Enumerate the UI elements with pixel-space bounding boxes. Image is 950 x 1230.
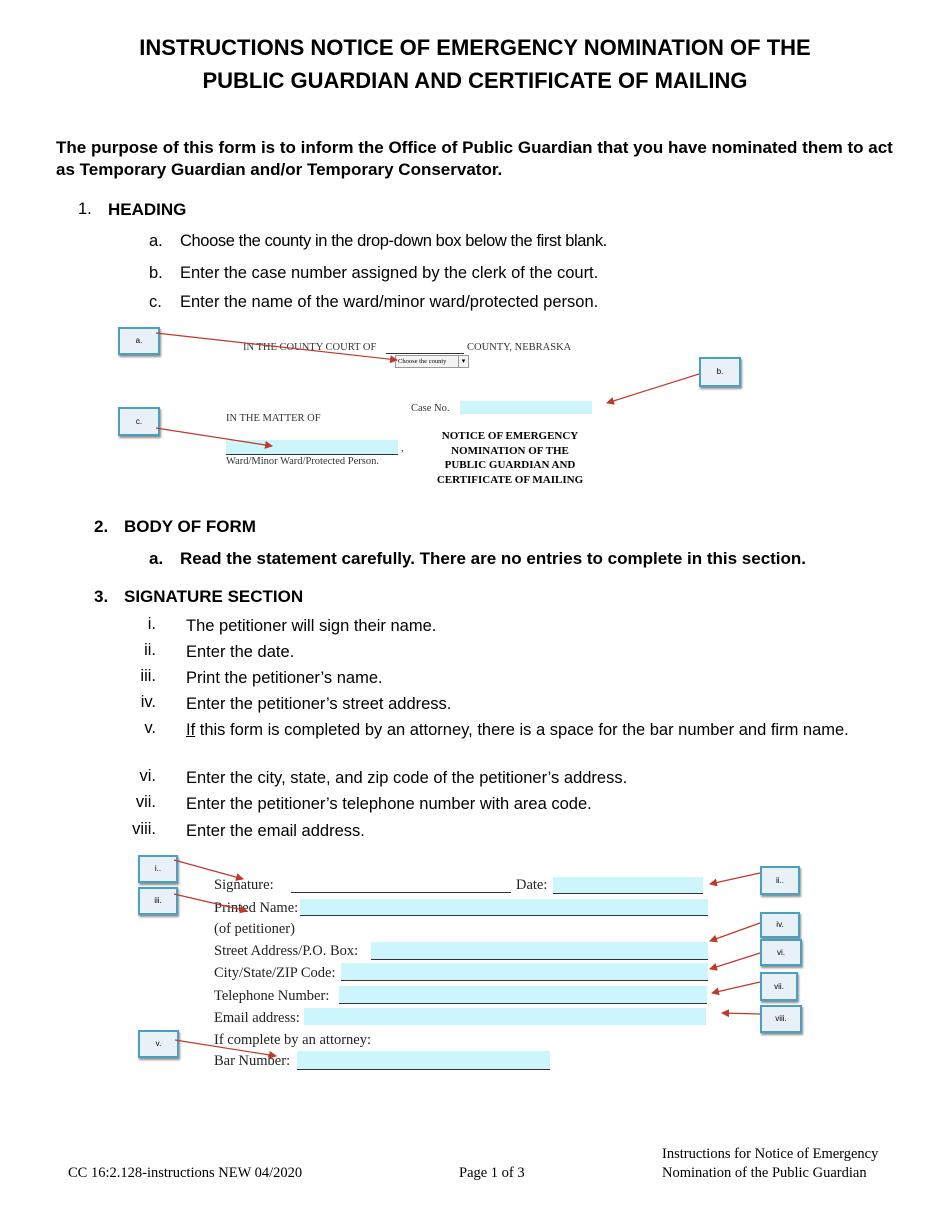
callout-ii: ii.. [760, 866, 800, 895]
section-3-label: SIGNATURE SECTION [124, 587, 304, 606]
sig-item-ii-text: Enter the date. [186, 643, 295, 661]
body-item-a-text: Read the statement carefully. There are no entries to complete in this section. [180, 549, 807, 568]
callout-i: i.. [138, 855, 178, 883]
callout-iv: iv. [760, 912, 800, 938]
arrow-c [156, 428, 272, 446]
street-label: Street Address/P.O. Box: [214, 943, 359, 959]
body-item-a-marker: a. [149, 549, 164, 568]
arrow-vi [710, 953, 760, 969]
arrow-b [607, 374, 699, 403]
footer-doc-title-1: Instructions for Notice of Emergency [662, 1146, 879, 1162]
case-no-label: Case No. [411, 403, 450, 414]
court-prefix: IN THE COUNTY COURT OF [243, 342, 377, 353]
heading-item-a-marker: a. [149, 232, 163, 250]
arrow-iii [174, 894, 247, 911]
sig-item-vii-text: Enter the petitioner’s telephone number with area code. [186, 795, 592, 813]
sig-item-v-text: If this form is completed by an attorney, there is a space for the bar number and firm name. [186, 721, 849, 739]
email-label: Email address: [214, 1010, 300, 1026]
section-1-number: 1. [78, 200, 92, 218]
callout-c: c. [118, 407, 160, 436]
arrow-ii [710, 873, 760, 884]
footer-page-number: Page 1 of 3 [459, 1165, 525, 1181]
signature-label: Signature: [214, 877, 274, 893]
sig-item-iv-text: Enter the petitioner’s street address. [186, 695, 452, 713]
footer-doc-title-2: Nomination of the Public Guardian [662, 1165, 867, 1181]
heading-item-a-text: Choose the county in the drop-down box below the first blank. [180, 232, 607, 250]
arrow-i [174, 860, 243, 879]
sig-item-viii-marker: viii. [132, 820, 156, 838]
callout-vi: vi. [760, 939, 802, 966]
printed-name-label: Printed Name: [214, 900, 299, 916]
heading-item-b-marker: b. [149, 264, 163, 282]
sig-item-iii-text: Print the petitioner’s name. [186, 669, 383, 687]
county-dropdown-label: Choose the county [398, 358, 447, 365]
sig-item-v-marker: v. [144, 719, 156, 737]
sig-item-viii-text: Enter the email address. [186, 822, 365, 840]
date-label: Date: [516, 877, 548, 893]
if-attorney-label: If complete by an attorney: [214, 1032, 372, 1048]
sig-item-vi-marker: vi. [139, 767, 156, 785]
page-title-line-2: PUBLIC GUARDIAN AND CERTIFICATE OF MAILING [202, 68, 748, 93]
section-3-number: 3. [94, 587, 109, 606]
callout-iii: iii. [138, 887, 178, 915]
section-1-label: HEADING [108, 200, 187, 219]
of-petitioner-label: (of petitioner) [214, 921, 295, 937]
page-title-line-1: INSTRUCTIONS NOTICE OF EMERGENCY NOMINATION OF THE [139, 35, 811, 60]
arrow-viii [722, 1013, 760, 1014]
heading-item-c-marker: c. [149, 293, 162, 311]
purpose-statement: The purpose of this form is to inform the Office of Public Guardian that you have nominated them to act as Temporary Guardian and/or Temporary Conservator. [56, 138, 893, 179]
sig-item-vii-marker: vii. [135, 793, 156, 811]
arrow-a [156, 333, 397, 360]
chevron-down-icon[interactable]: ▾ [458, 356, 468, 367]
ward-label: Ward/Minor Ward/Protected Person. [226, 456, 379, 467]
callout-b: b. [699, 357, 741, 387]
sig-item-iii-marker: iii. [140, 667, 156, 685]
arrow-iv [710, 923, 760, 941]
telephone-label: Telephone Number: [214, 988, 330, 1004]
bar-number-label: Bar Number: [214, 1053, 291, 1069]
section-2-number: 2. [94, 517, 109, 536]
matter-label: IN THE MATTER OF [226, 413, 321, 424]
court-suffix: COUNTY, NEBRASKA [467, 342, 572, 353]
callout-a: a. [118, 327, 160, 355]
sig-item-vi-text: Enter the city, state, and zip code of the petitioner’s address. [186, 769, 628, 787]
sig-item-i-text: The petitioner will sign their name. [186, 617, 437, 635]
footer-form-code: CC 16:2.128-instructions NEW 04/2020 [68, 1165, 303, 1181]
callout-v: v. [138, 1030, 179, 1058]
sig-item-i-marker: i. [147, 615, 156, 633]
heading-item-b-text: Enter the case number assigned by the clerk of the court. [180, 264, 599, 282]
arrow-v [175, 1040, 276, 1056]
notice-title: NOTICE OF EMERGENCY NOMINATION OF THE PUBLIC GUARDIAN AND CERTIFICATE OF MAILING [436, 430, 584, 486]
section-2-label: BODY OF FORM [124, 517, 256, 536]
callout-vii: vii. [760, 972, 798, 1001]
city-label: City/State/ZIP Code: [214, 965, 336, 981]
heading-item-c-text: Enter the name of the ward/minor ward/protected person. [180, 293, 599, 311]
sig-item-ii-marker: ii. [144, 641, 156, 659]
sig-item-iv-marker: iv. [140, 693, 156, 711]
arrow-vii [712, 982, 760, 993]
callout-viii: viii. [760, 1005, 802, 1033]
